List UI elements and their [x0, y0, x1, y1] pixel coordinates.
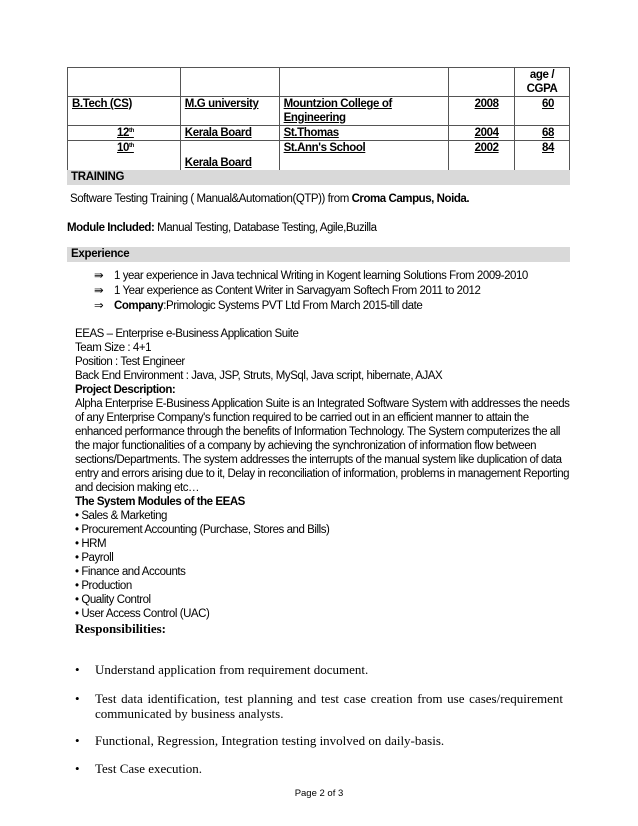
module-text: Manual Testing, Database Testing, Agile,Buzilla: [154, 222, 377, 234]
training-text: Software Testing Training ( Manual&Automation(QTP)) from: [70, 193, 352, 205]
board-cell: M.G university: [184, 98, 259, 110]
module-item: • Quality Control: [75, 594, 151, 606]
experience-heading: Experience: [67, 247, 570, 262]
backend-environment: Back End Environment : Java, JSP, Struts, MySql, Java script, hibernate, AJAX: [75, 370, 443, 382]
responsibility-item: [75, 662, 563, 677]
company-label: Company: [114, 300, 164, 312]
page-number: Page 2 of 3: [294, 788, 344, 799]
experience-item: [94, 269, 528, 283]
training-institute: Croma Campus, Noida.: [351, 193, 470, 205]
description-line: entry and errors arising due to it, Delay in reconciliation of information, problems in management Reporting: [75, 468, 570, 480]
project-name: EEAS – Enterprise e-Business Application Suite: [75, 328, 299, 340]
table-row: [68, 126, 570, 141]
responsibility-text: Test Case execution.: [95, 761, 203, 776]
responsibility-text: Functional, Regression, Integration testing involved on daily-basis.: [95, 733, 445, 748]
module-item: • Sales & Marketing: [75, 510, 167, 522]
bullet-icon: •: [75, 761, 80, 776]
cgpa-header: age / CGPA: [515, 68, 570, 97]
degree-sup: th: [129, 143, 134, 149]
description-line: of any Enterprise Company's function required to be carried out in an efficient manner to attain the: [75, 412, 529, 424]
company-text: :Primologic Systems PVT Ltd From March 2015-till date: [163, 300, 423, 312]
score-cell: 84: [542, 142, 555, 154]
training-line: [70, 192, 469, 206]
score-cell: 60: [542, 98, 555, 110]
year-cell: 2008: [474, 98, 499, 110]
responsibility-text: Understand application from requirement document.: [95, 662, 369, 677]
module-item: • Procurement Accounting (Purchase, Stores and Bills): [75, 524, 330, 536]
table-header-row: [68, 68, 570, 97]
description-line: sections/Departments. The system addresses the interrupts of the manual system like duplication of data: [75, 454, 562, 466]
module-item: • HRM: [75, 538, 107, 550]
degree-cell: B.Tech (CS): [72, 98, 132, 110]
experience-text: 1 year experience in Java technical Writing in Kogent learning Solutions From 2009-2010: [114, 270, 528, 282]
module-item: • Production: [75, 580, 132, 592]
year-cell: 2004: [474, 127, 499, 139]
experience-text: 1 Year experience as Content Writer in Sarvagyam Softech From 2011 to 2012: [114, 285, 481, 297]
table-row: [68, 141, 570, 171]
module-label: Module Included:: [67, 222, 155, 234]
bullet-icon: •: [75, 691, 80, 706]
position: Position : Test Engineer: [75, 356, 185, 368]
bullet-icon: •: [75, 733, 80, 748]
responsibilities-heading: Responsibilities:: [75, 621, 167, 636]
arrow-icon: ⇛: [94, 285, 104, 297]
degree-sup: th: [129, 128, 134, 134]
modules-heading: The System Modules of the EEAS: [75, 496, 245, 508]
board-cell: Kerala Board: [184, 157, 252, 169]
description-line: and decision making etc…: [75, 482, 200, 494]
description-line: enhanced performance through the benefits of Information Technology. The System computerizes the all: [75, 426, 560, 438]
institute-cell: St.Ann's School: [283, 142, 366, 154]
module-line: [67, 221, 377, 235]
experience-item: [94, 284, 480, 298]
responsibility-text: Test data identification, test planning and test case creation from use cases/requirement communicated by business analysts.: [95, 691, 563, 721]
project-block: [75, 327, 570, 621]
description-line: the major functionalities of a company by achieving the synchronization of information flow between: [75, 440, 537, 452]
responsibility-item: [75, 733, 563, 748]
degree-cell: 10: [117, 142, 129, 154]
board-cell: Kerala Board: [184, 127, 252, 139]
institute-cell-line2: Engineering: [283, 112, 346, 124]
module-item: • Finance and Accounts: [75, 566, 186, 578]
institute-cell: St.Thomas: [283, 127, 339, 139]
education-table: [67, 67, 570, 171]
responsibility-item: [75, 691, 563, 721]
responsibility-item: [75, 761, 563, 776]
score-cell: 68: [542, 127, 555, 139]
description-line: Alpha Enterprise E-Business Application Suite is an Integrated Software System with addresses the needs: [75, 398, 570, 410]
table-row: [68, 97, 570, 126]
module-item: • User Access Control (UAC): [75, 608, 210, 620]
arrow-icon: ⇛: [94, 270, 104, 282]
arrow-icon: ⇒: [94, 300, 104, 312]
module-item: • Payroll: [75, 552, 114, 564]
bullet-icon: •: [75, 662, 80, 677]
institute-cell: Mountzion College of: [283, 98, 392, 110]
degree-cell: 12: [117, 127, 129, 139]
team-size: Team Size : 4+1: [75, 342, 152, 354]
experience-item: [94, 299, 422, 313]
training-heading: TRAINING: [67, 170, 570, 185]
year-cell: 2002: [474, 142, 499, 154]
project-description-heading: Project Description:: [75, 384, 176, 396]
